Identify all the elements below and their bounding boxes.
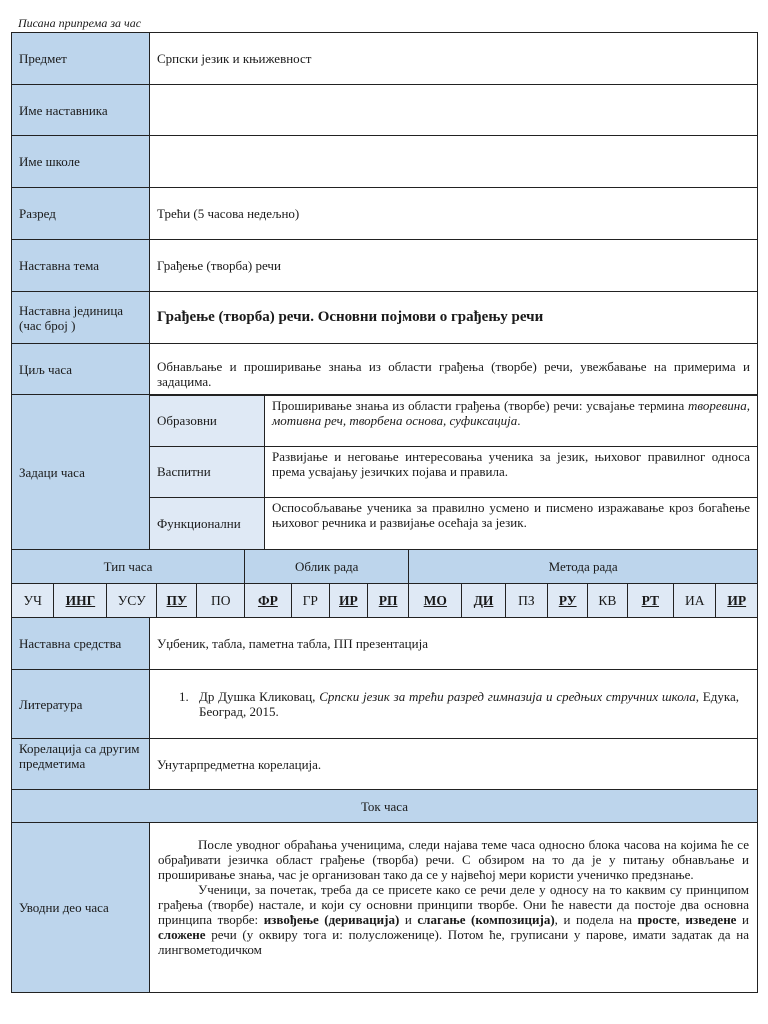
method-header: Метода рада [409,550,758,584]
intro-paragraph: Ученици, за почетак, треба да се присете како се речи деле у односу на то каквим су принципом грађења (творбе) настале, и који су основни принципи творбе. Они ће навести да постоје два основна принципа творбе: извођење (деривација) и слагање (композиција), и подела на просте, изведене и сложене речи (у оквиру тога и: полусложенице). Потом ће, груписани у парове, имати задатак да на лингвометодичком [158,882,749,957]
subject-value: Српски језик и књижевност [150,33,758,85]
row-goal [12,344,758,395]
literature-title: Српски језик за трећи разред гимназија и средњих стручних школа [319,689,696,704]
row-types [12,550,758,618]
tasks-label: Задаци часа [12,395,150,550]
abbreviation-cell: ДИ [462,584,505,618]
subject-label: Предмет [12,33,150,85]
task-label: Васпитни [150,446,265,497]
row-subject [12,33,758,85]
task-text: Проширивање знања из области грађења (творбе) речи: усвајање термина творевина, мотивна реч, творбена основа, суфиксација. [265,395,758,446]
abbreviation-cell: УЧ [12,584,54,618]
row-correlation [12,739,758,790]
document-header-note: Писана припрема за час [18,16,142,30]
abbreviation-cell: РУ [548,584,588,618]
flow-title: Ток часа [12,790,758,823]
abbreviation-cell: ПО [197,584,245,618]
school-value [150,136,758,188]
topic-value: Грађење (творба) речи [150,240,758,292]
abbreviation-cell: ИР [716,584,758,618]
task-row [150,395,758,446]
row-grade [12,188,758,240]
intro-paragraph: После уводног обраћања ученицима, следи најава теме часа односно блока часова на којима ће се обрађивати језичка област грађење (творба) речи. С обзиром на то да је у питању обнављање и проширивање знања, час је организован тако да се у највећој мери користи ученичко предзнање. [158,837,749,882]
correlation-label: Корелација са другим предметима [12,739,150,790]
task-text: Оспособљавање ученика за правилно усмено и писмено изражавање кроз богаћење њиховог речника и развијање осећаја за језик. [265,498,758,549]
school-label: Име школе [12,136,150,188]
abbreviation-cell: ИР [329,584,367,618]
row-flow-title [12,790,758,823]
means-label: Наставна средства [12,618,150,670]
lesson-plan-table [11,32,758,993]
row-unit [12,292,758,344]
literature-label: Литература [12,670,150,739]
teacher-value [150,85,758,136]
abbreviation-cell: РТ [627,584,674,618]
task-row [150,498,758,549]
types-table [11,549,758,618]
abbreviation-cell: РП [367,584,408,618]
abbreviation-cell: ИНГ [54,584,107,618]
row-intro [12,823,758,993]
abbreviation-row [12,584,758,618]
type-header: Тип часа [12,550,245,584]
abbreviation-cell: ГР [291,584,329,618]
abbreviation-cell: МО [409,584,462,618]
unit-label: Наставна јединица (час број ) [12,292,150,344]
tasks-table [149,395,758,550]
row-tasks [12,395,758,550]
goal-value: Обнављање и проширивање знања из области грађења (творбе) речи, увежбавање на примерима и задацима. [150,344,758,395]
means-value: Уџбеник, табла, паметна табла, ПП презентација [150,618,758,670]
grade-value: Трећи (5 часова недељно) [150,188,758,240]
form-header: Облик рада [245,550,409,584]
abbreviation-cell: ПУ [157,584,197,618]
teacher-label: Име наставника [12,85,150,136]
abbreviation-cell: ФР [245,584,292,618]
abbreviation-cell: ИА [674,584,716,618]
literature-value [150,670,758,739]
intro-label: Уводни део часа [12,823,150,993]
task-row [150,446,758,497]
row-literature [12,670,758,739]
correlation-value: Унутарпредметна корелација. [150,739,758,790]
task-label: Образовни [150,395,265,446]
row-teacher [12,85,758,136]
row-means [12,618,758,670]
grade-label: Разред [12,188,150,240]
unit-value: Грађење (творба) речи. Основни појмови о грађењу речи [150,292,758,344]
task-text: Развијање и неговање интересовања ученика за језик, њиховог правилног односа према усвајању језичких појава и правила. [265,446,758,497]
row-school [12,136,758,188]
intro-text [150,823,758,993]
abbreviation-cell: УСУ [107,584,157,618]
literature-publisher: , Едука, Београд, 2015. [199,689,740,719]
literature-author: Др Душка Кликовац, [199,689,320,704]
literature-number: 1. [179,689,189,704]
topic-label: Наставна тема [12,240,150,292]
abbreviation-cell: КВ [588,584,627,618]
task-label: Функционални [150,498,265,549]
goal-label: Циљ часа [12,344,150,395]
row-topic [12,240,758,292]
abbreviation-cell: ПЗ [505,584,547,618]
